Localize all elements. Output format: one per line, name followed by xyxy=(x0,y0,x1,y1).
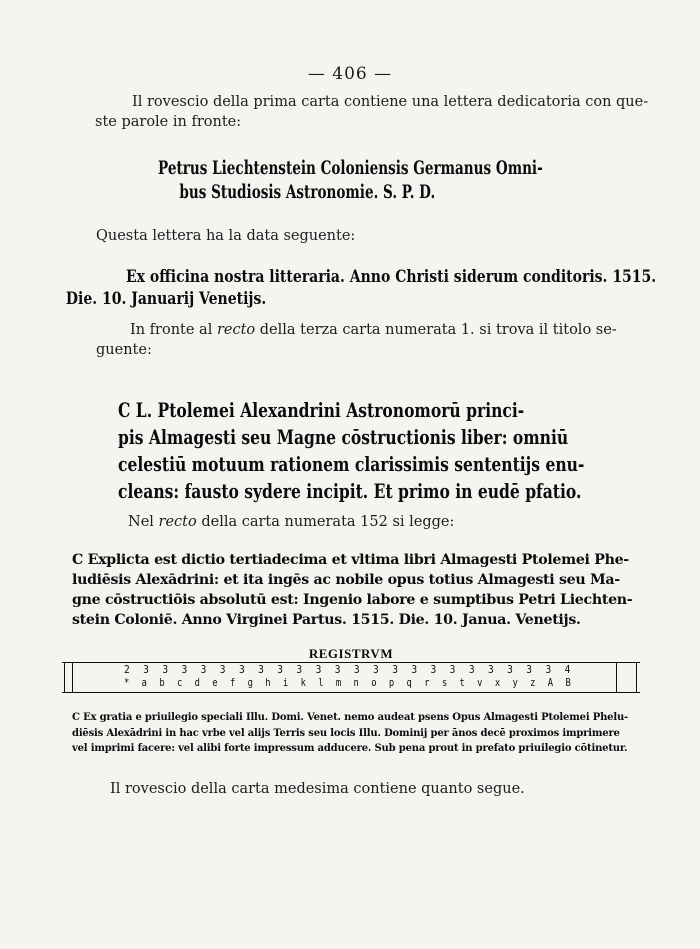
register-right-bar xyxy=(636,662,637,692)
register-title: REGISTRVM xyxy=(308,646,394,661)
paragraph-title-intro xyxy=(96,320,617,360)
text-line: In fronte al recto della terza carta numerata 1. si trova il titolo se- xyxy=(130,322,617,338)
blackletter-title-block xyxy=(118,397,584,505)
blackletter-line: vel imprimi facere: vel alibi forte impressum adducere. Sub pena prout in prefato priuilegio cōtinetur. xyxy=(72,742,628,754)
blackletter-line: ludiēsis Alexādrini: et ita ingēs ac nobile opus totius Almagesti seu Ma- xyxy=(72,572,620,588)
page-number: — 406 — xyxy=(307,64,393,84)
blackletter-line: Die. 10. Januarij Venetijs. xyxy=(65,289,267,309)
register-table xyxy=(62,646,640,700)
register-numbers: 2 3 3 3 3 3 3 3 3 3 3 3 3 3 3 3 3 3 3 3 3 3 3 4 xyxy=(124,663,575,676)
text-line: ste parole in fronte: xyxy=(95,114,242,130)
paragraph-dedication-intro xyxy=(95,92,649,132)
text-line: guente: xyxy=(96,342,152,358)
blackletter-line: C L. Ptolemei Alexandrini Astronomorū princi- xyxy=(118,398,525,422)
text-line: Nel recto della carta numerata 152 si legge: xyxy=(128,514,455,530)
text-line: Il rovescio della prima carta contiene una lettera dedicatoria con que- xyxy=(132,94,649,110)
paragraph-colophon-intro xyxy=(128,512,454,532)
register-letters: * a b c d e f g h i k l m n o p q r s t v x y z A B xyxy=(124,676,575,689)
register-left-bar xyxy=(64,662,65,692)
register-right-bar xyxy=(616,662,617,692)
blackletter-line: diēsis Alexādrini in hac vrbe vel alijs Terris seu locis Illu. Dominij per ānos decē proximos imprimere xyxy=(72,726,620,739)
blackletter-line: stein Coloniē. Anno Virginei Partus. 1515. Die. 10. Janua. Venetijs. xyxy=(72,612,581,628)
blackletter-line: C Explicta est dictio tertiadecima et vltima libri Almagesti Ptolemei Phe- xyxy=(72,552,629,568)
blackletter-line: pis Almagesti seu Magne cōstructionis liber: omniū xyxy=(118,425,569,449)
blackletter-line: bus Studiosis Astronomie. S. P. D. xyxy=(179,181,436,203)
blackletter-line: Petrus Liechtenstein Coloniensis Germanus Omni- xyxy=(158,157,543,179)
blackletter-line: C Ex gratia e priuilegio speciali Illu. Domi. Venet. nemo audeat psens Opus Almagesti Ptolemei Phelu- xyxy=(72,711,629,723)
blackletter-line: cleans: fausto sydere incipit. Et primo in eudē pfatio. xyxy=(118,479,582,503)
paragraph-closing: Il rovescio della carta medesima contiene quanto segue. xyxy=(110,781,525,797)
register-left-bar xyxy=(72,662,73,692)
blackletter-date xyxy=(65,266,657,310)
paragraph-date-intro: Questa lettera ha la data seguente: xyxy=(96,228,356,244)
blackletter-privilege xyxy=(72,710,628,757)
blackletter-line: gne cōstructiōis absolutū est: Ingenio labore e sumptibus Petri Liechten- xyxy=(72,592,633,608)
blackletter-dedication xyxy=(158,156,543,204)
blackletter-colophon xyxy=(72,550,632,630)
blackletter-line: Ex officina nostra litteraria. Anno Christi siderum conditoris. 1515. xyxy=(126,267,657,287)
blackletter-line: celestiū motuum rationem clarissimis sententijs enu- xyxy=(118,452,585,476)
register-bottom-rule xyxy=(62,692,640,693)
